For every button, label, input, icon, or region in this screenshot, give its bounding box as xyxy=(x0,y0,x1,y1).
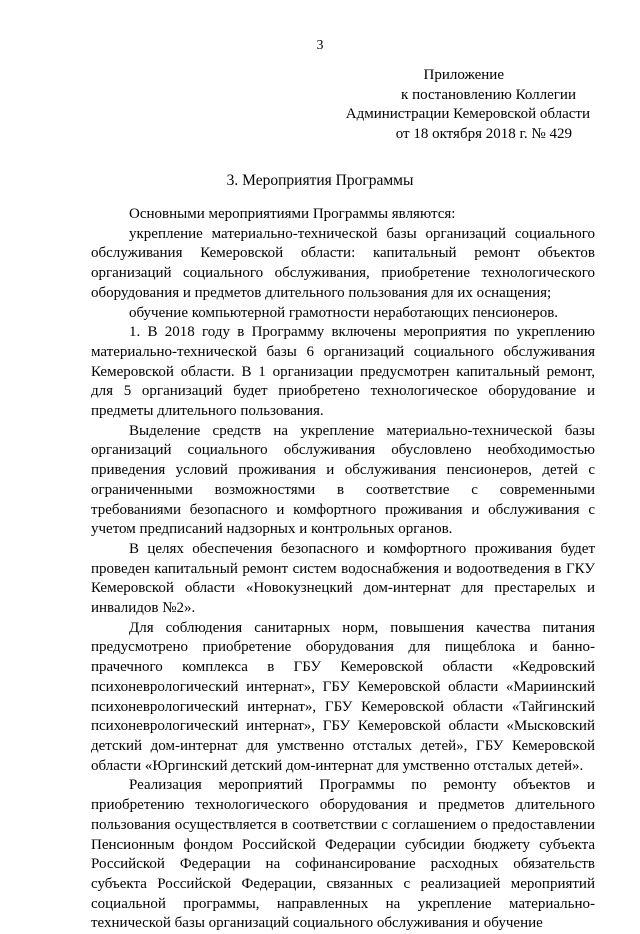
appendix-header xyxy=(346,66,590,144)
paragraph: Реализация мероприятий Программы по ремонту объектов и приобретению технологического оборудования и предметов длительного пользования осуществляется в соответствии с соглашением о предоставлении Пенсионным фондом Российской Федерации субсидии бюджету субъекта Российской Федерации на софинансирование расходных обязательств субъекта Российской Федерации, связанных с реализацией мероприятий социальной программы, направленных на укрепление материально-технической базы организаций социального обслуживания и обучение xyxy=(91,777,595,932)
appendix-line-3: Администрации Кемеровской области xyxy=(345,106,590,122)
paragraph: Для соблюдения санитарных норм, повышения качества питания предусмотрено приобретение оборудования для пищеблока и банно-прачечного комплекса в ГБУ Кемеровской области «Кедровский психоневрологический интернат», ГБУ Кемеровской области «Мариинский психоневрологический интернат», ГБУ Кемеровской области «Тайгинский психоневрологический интернат», ГБУ Кемеровской области «Мысковский детский дом-интернат для умственно отсталых детей», ГБУ Кемеровской области «Юргинский детский дом-интернат для умственно отсталых детей». xyxy=(91,619,595,774)
appendix-line-2: к постановлению Коллегии xyxy=(401,86,576,103)
paragraph: обучение компьютерной грамотности неработающих пенсионеров. xyxy=(129,304,559,321)
paragraph: Основными мероприятиями Программы являются: xyxy=(129,206,456,222)
section-title: 3. Мероприятия Программы xyxy=(226,172,414,189)
paragraph: Выделение средств на укрепление материально-технической базы организаций социального обслуживания обусловлено необходимостью приведения условий проживания и обслуживания пенсионеров, детей с ограниченными возможностями в соответствие с современными требованиями безопасного и комфортного проживания и обслуживания с учетом предписаний надзорных и контрольных органов. xyxy=(91,422,595,538)
paragraph: 1. В 2018 году в Программу включены мероприятия по укреплению материально-технической базы 6 организаций социального обслуживания Кемеровской области. В 1 организации предусмотрен капитальный ремонт, для 5 организаций будет приобретено технологическое оборудование и предметы длительного пользования. xyxy=(91,324,595,420)
body-text xyxy=(91,205,595,934)
paragraph: В целях обеспечения безопасного и комфортного проживания будет проведен капитальный ремонт систем водоснабжения и водоотведения в ГКУ Кемеровской области «Новокузнецкий дом-интернат для престарелых и инвалидов №2». xyxy=(91,540,595,617)
appendix-line-4: от 18 октября 2018 г. № 429 xyxy=(395,125,572,142)
page-number: 3 xyxy=(316,38,324,53)
paragraph: укрепление материально-технической базы организаций социального обслуживания Кемеровской области: капитальный ремонт объектов организаций социального обслуживания, приобретение технологического оборудования и предметов длительного пользования для их оснащения; xyxy=(91,225,595,301)
appendix-line-1: Приложение xyxy=(423,67,504,83)
